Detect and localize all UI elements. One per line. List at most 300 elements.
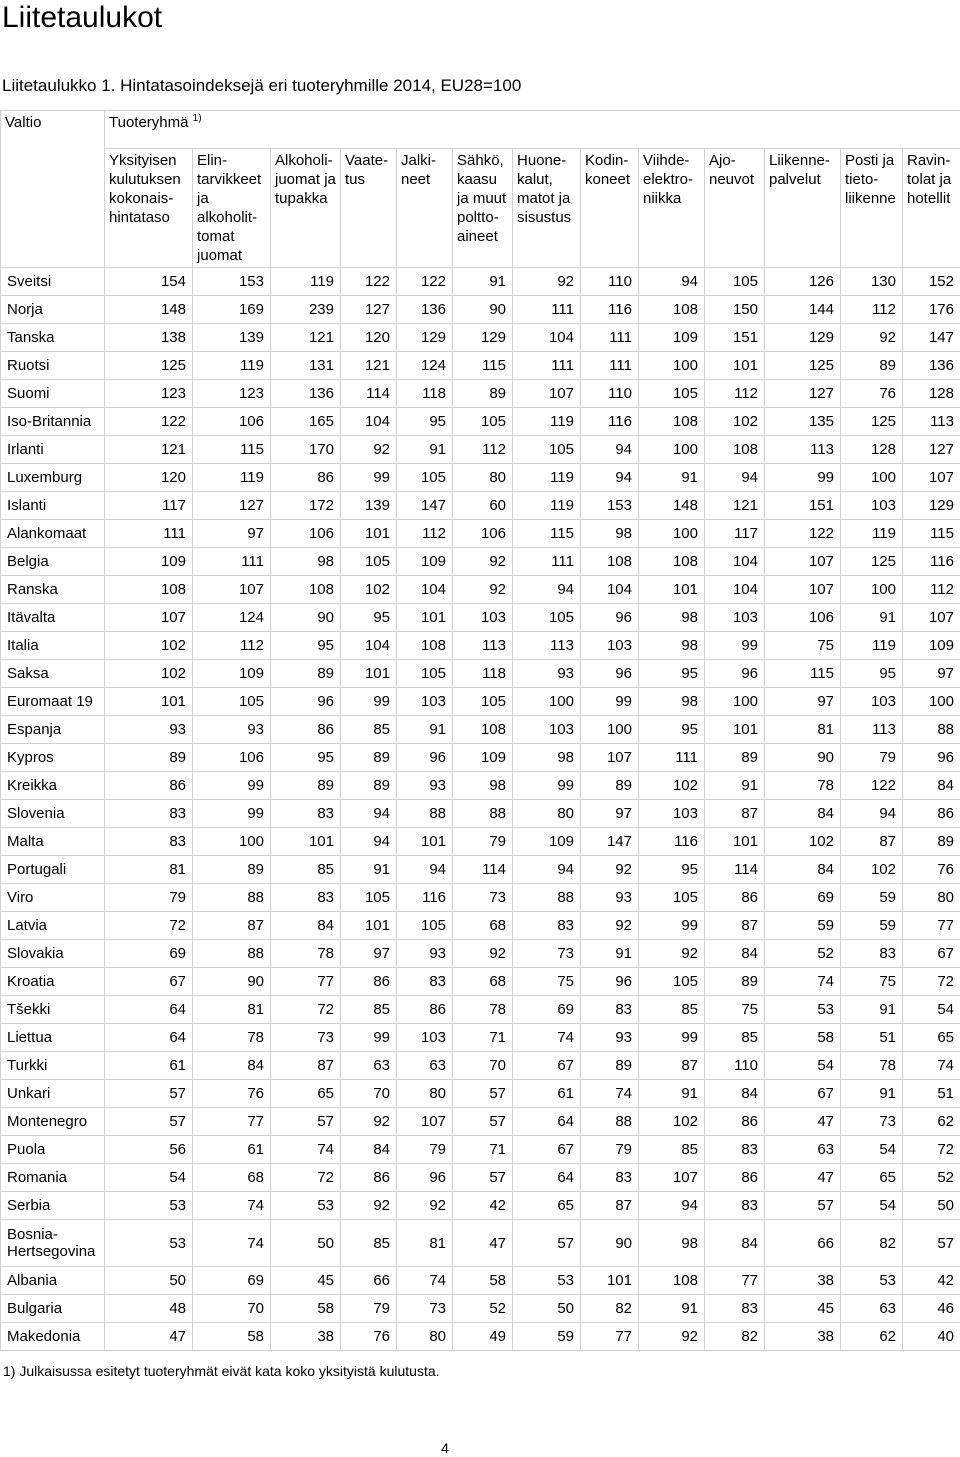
value-cell: 51 bbox=[903, 1080, 960, 1108]
table-row bbox=[1, 772, 960, 800]
country-cell: Viro bbox=[1, 884, 105, 912]
value-cell: 112 bbox=[705, 380, 765, 408]
value-cell: 82 bbox=[581, 1295, 639, 1323]
value-cell: 74 bbox=[765, 968, 841, 996]
column-header: Vaate-tus bbox=[341, 149, 397, 268]
value-cell: 108 bbox=[453, 716, 513, 744]
value-cell: 136 bbox=[271, 380, 341, 408]
value-cell: 47 bbox=[765, 1108, 841, 1136]
value-cell: 100 bbox=[513, 688, 581, 716]
value-cell: 148 bbox=[105, 296, 193, 324]
value-cell: 109 bbox=[105, 548, 193, 576]
value-cell: 93 bbox=[193, 716, 271, 744]
value-cell: 83 bbox=[581, 1164, 639, 1192]
value-cell: 54 bbox=[903, 996, 960, 1024]
value-cell: 107 bbox=[105, 604, 193, 632]
value-cell: 94 bbox=[639, 1192, 705, 1220]
value-cell: 104 bbox=[397, 576, 453, 604]
value-cell: 127 bbox=[903, 436, 960, 464]
value-cell: 88 bbox=[397, 800, 453, 828]
table-row bbox=[1, 1323, 960, 1351]
value-cell: 58 bbox=[765, 1024, 841, 1052]
value-cell: 111 bbox=[639, 744, 705, 772]
value-cell: 69 bbox=[193, 1267, 271, 1295]
value-cell: 65 bbox=[513, 1192, 581, 1220]
value-cell: 112 bbox=[453, 436, 513, 464]
value-cell: 84 bbox=[903, 772, 960, 800]
value-cell: 98 bbox=[453, 772, 513, 800]
value-cell: 77 bbox=[193, 1108, 271, 1136]
value-cell: 101 bbox=[705, 352, 765, 380]
value-cell: 58 bbox=[453, 1267, 513, 1295]
value-cell: 119 bbox=[193, 352, 271, 380]
value-cell: 100 bbox=[841, 576, 903, 604]
value-cell: 94 bbox=[705, 464, 765, 492]
value-cell: 101 bbox=[105, 688, 193, 716]
table-row bbox=[1, 744, 960, 772]
value-cell: 91 bbox=[841, 996, 903, 1024]
value-cell: 129 bbox=[765, 324, 841, 352]
value-cell: 57 bbox=[453, 1164, 513, 1192]
value-cell: 83 bbox=[105, 828, 193, 856]
value-cell: 70 bbox=[193, 1295, 271, 1323]
value-cell: 93 bbox=[581, 884, 639, 912]
value-cell: 101 bbox=[271, 828, 341, 856]
value-cell: 96 bbox=[397, 1164, 453, 1192]
value-cell: 139 bbox=[193, 324, 271, 352]
value-cell: 71 bbox=[453, 1024, 513, 1052]
value-cell: 98 bbox=[639, 604, 705, 632]
value-cell: 107 bbox=[513, 380, 581, 408]
value-cell: 106 bbox=[765, 604, 841, 632]
value-cell: 76 bbox=[193, 1080, 271, 1108]
value-cell: 83 bbox=[705, 1295, 765, 1323]
value-cell: 84 bbox=[705, 1080, 765, 1108]
value-cell: 121 bbox=[271, 324, 341, 352]
value-cell: 103 bbox=[841, 492, 903, 520]
value-cell: 61 bbox=[105, 1052, 193, 1080]
value-cell: 96 bbox=[397, 744, 453, 772]
value-cell: 63 bbox=[841, 1295, 903, 1323]
value-cell: 151 bbox=[705, 324, 765, 352]
value-cell: 109 bbox=[397, 548, 453, 576]
value-cell: 85 bbox=[639, 1136, 705, 1164]
value-cell: 79 bbox=[841, 744, 903, 772]
value-cell: 128 bbox=[841, 436, 903, 464]
value-cell: 89 bbox=[581, 1052, 639, 1080]
value-cell: 73 bbox=[841, 1108, 903, 1136]
value-cell: 79 bbox=[397, 1136, 453, 1164]
table-title: Liitetaulukko 1. Hintatasoindeksejä eri tuoteryhmille 2014, EU28=100 bbox=[2, 76, 522, 95]
value-cell: 91 bbox=[639, 1080, 705, 1108]
table-row bbox=[1, 1164, 960, 1192]
value-cell: 83 bbox=[105, 800, 193, 828]
value-cell: 153 bbox=[581, 492, 639, 520]
value-cell: 101 bbox=[341, 912, 397, 940]
table-row bbox=[1, 436, 960, 464]
value-cell: 105 bbox=[341, 884, 397, 912]
value-cell: 105 bbox=[639, 380, 705, 408]
table-row bbox=[1, 716, 960, 744]
value-cell: 63 bbox=[765, 1136, 841, 1164]
country-cell: Slovakia bbox=[1, 940, 105, 968]
value-cell: 119 bbox=[513, 464, 581, 492]
value-cell: 87 bbox=[841, 828, 903, 856]
value-cell: 53 bbox=[271, 1192, 341, 1220]
value-cell: 170 bbox=[271, 436, 341, 464]
value-cell: 92 bbox=[513, 268, 581, 296]
value-cell: 98 bbox=[639, 688, 705, 716]
value-cell: 83 bbox=[841, 940, 903, 968]
value-cell: 94 bbox=[581, 464, 639, 492]
country-cell: Latvia bbox=[1, 912, 105, 940]
value-cell: 129 bbox=[453, 324, 513, 352]
value-cell: 100 bbox=[841, 464, 903, 492]
value-cell: 172 bbox=[271, 492, 341, 520]
value-cell: 108 bbox=[639, 408, 705, 436]
value-cell: 79 bbox=[105, 884, 193, 912]
table-row bbox=[1, 1080, 960, 1108]
table-row bbox=[1, 884, 960, 912]
country-cell: Kypros bbox=[1, 744, 105, 772]
value-cell: 70 bbox=[453, 1052, 513, 1080]
column-header: Elin-tarvikkeet ja alkoholit-tomat juomat bbox=[193, 149, 271, 268]
country-cell: Bulgaria bbox=[1, 1295, 105, 1323]
value-cell: 101 bbox=[639, 576, 705, 604]
value-cell: 78 bbox=[271, 940, 341, 968]
value-cell: 49 bbox=[453, 1323, 513, 1351]
value-cell: 105 bbox=[705, 268, 765, 296]
value-cell: 107 bbox=[903, 604, 960, 632]
value-cell: 78 bbox=[841, 1052, 903, 1080]
value-cell: 93 bbox=[397, 940, 453, 968]
value-cell: 92 bbox=[453, 940, 513, 968]
value-cell: 88 bbox=[513, 884, 581, 912]
value-cell: 73 bbox=[397, 1295, 453, 1323]
value-cell: 94 bbox=[513, 856, 581, 884]
value-cell: 105 bbox=[639, 884, 705, 912]
value-cell: 57 bbox=[453, 1108, 513, 1136]
value-cell: 122 bbox=[105, 408, 193, 436]
value-cell: 91 bbox=[397, 436, 453, 464]
value-cell: 101 bbox=[341, 520, 397, 548]
column-header: Viihde-elektro-niikka bbox=[639, 149, 705, 268]
value-cell: 48 bbox=[105, 1295, 193, 1323]
value-cell: 110 bbox=[705, 1052, 765, 1080]
value-cell: 84 bbox=[341, 1136, 397, 1164]
value-cell: 89 bbox=[841, 352, 903, 380]
value-cell: 90 bbox=[193, 968, 271, 996]
value-cell: 130 bbox=[841, 268, 903, 296]
value-cell: 176 bbox=[903, 296, 960, 324]
value-cell: 66 bbox=[341, 1267, 397, 1295]
table-row bbox=[1, 268, 960, 296]
value-cell: 114 bbox=[453, 856, 513, 884]
value-cell: 123 bbox=[193, 380, 271, 408]
value-cell: 65 bbox=[841, 1164, 903, 1192]
value-cell: 91 bbox=[841, 1080, 903, 1108]
value-cell: 52 bbox=[903, 1164, 960, 1192]
value-cell: 94 bbox=[341, 828, 397, 856]
table-row bbox=[1, 912, 960, 940]
value-cell: 105 bbox=[453, 688, 513, 716]
table-row bbox=[1, 604, 960, 632]
country-cell: Slovenia bbox=[1, 800, 105, 828]
value-cell: 83 bbox=[705, 1136, 765, 1164]
value-cell: 86 bbox=[105, 772, 193, 800]
value-cell: 113 bbox=[513, 632, 581, 660]
column-header: Jalki-neet bbox=[397, 149, 453, 268]
value-cell: 122 bbox=[397, 268, 453, 296]
value-cell: 136 bbox=[397, 296, 453, 324]
value-cell: 88 bbox=[453, 800, 513, 828]
country-cell: Euromaat 19 bbox=[1, 688, 105, 716]
value-cell: 81 bbox=[397, 1220, 453, 1267]
value-cell: 50 bbox=[513, 1295, 581, 1323]
value-cell: 57 bbox=[903, 1220, 960, 1267]
table-row bbox=[1, 1024, 960, 1052]
value-cell: 92 bbox=[341, 1192, 397, 1220]
value-cell: 103 bbox=[453, 604, 513, 632]
value-cell: 169 bbox=[193, 296, 271, 324]
value-cell: 95 bbox=[397, 408, 453, 436]
value-cell: 62 bbox=[841, 1323, 903, 1351]
value-cell: 68 bbox=[453, 912, 513, 940]
value-cell: 70 bbox=[341, 1080, 397, 1108]
value-cell: 63 bbox=[341, 1052, 397, 1080]
value-cell: 53 bbox=[105, 1220, 193, 1267]
value-cell: 100 bbox=[639, 436, 705, 464]
value-cell: 94 bbox=[639, 268, 705, 296]
value-cell: 53 bbox=[513, 1267, 581, 1295]
product-group-header: Tuoteryhmä $^{1)}$ bbox=[105, 111, 960, 149]
value-cell: 84 bbox=[765, 856, 841, 884]
value-cell: 99 bbox=[341, 688, 397, 716]
country-cell: Puola bbox=[1, 1136, 105, 1164]
value-cell: 116 bbox=[581, 408, 639, 436]
value-cell: 107 bbox=[639, 1164, 705, 1192]
table-row bbox=[1, 800, 960, 828]
value-cell: 86 bbox=[341, 968, 397, 996]
value-cell: 57 bbox=[105, 1108, 193, 1136]
country-cell: Espanja bbox=[1, 716, 105, 744]
value-cell: 107 bbox=[193, 576, 271, 604]
value-cell: 114 bbox=[705, 856, 765, 884]
value-cell: 95 bbox=[271, 744, 341, 772]
value-cell: 105 bbox=[341, 548, 397, 576]
value-cell: 79 bbox=[341, 1295, 397, 1323]
value-cell: 239 bbox=[271, 296, 341, 324]
value-cell: 54 bbox=[765, 1052, 841, 1080]
country-cell: Albania bbox=[1, 1267, 105, 1295]
country-cell: Ruotsi bbox=[1, 352, 105, 380]
value-cell: 89 bbox=[193, 856, 271, 884]
value-cell: 129 bbox=[397, 324, 453, 352]
value-cell: 87 bbox=[193, 912, 271, 940]
value-cell: 139 bbox=[341, 492, 397, 520]
value-cell: 121 bbox=[341, 352, 397, 380]
value-cell: 110 bbox=[581, 380, 639, 408]
page-number: 4 bbox=[441, 1440, 449, 1456]
table-row bbox=[1, 996, 960, 1024]
value-cell: 89 bbox=[581, 772, 639, 800]
value-cell: 89 bbox=[903, 828, 960, 856]
value-cell: 83 bbox=[513, 912, 581, 940]
table-row bbox=[1, 1108, 960, 1136]
value-cell: 103 bbox=[397, 1024, 453, 1052]
value-cell: 101 bbox=[341, 660, 397, 688]
value-cell: 57 bbox=[271, 1108, 341, 1136]
country-cell: Romania bbox=[1, 1164, 105, 1192]
value-cell: 100 bbox=[705, 688, 765, 716]
value-cell: 62 bbox=[903, 1108, 960, 1136]
value-cell: 104 bbox=[581, 576, 639, 604]
value-cell: 97 bbox=[765, 688, 841, 716]
value-cell: 92 bbox=[453, 576, 513, 604]
value-cell: 96 bbox=[581, 968, 639, 996]
value-cell: 153 bbox=[193, 268, 271, 296]
column-header: Liikenne-palvelut bbox=[765, 149, 841, 268]
value-cell: 102 bbox=[765, 828, 841, 856]
value-cell: 64 bbox=[105, 996, 193, 1024]
value-cell: 99 bbox=[341, 464, 397, 492]
column-header: Alkoholi-juomat ja tupakka bbox=[271, 149, 341, 268]
value-cell: 101 bbox=[581, 1267, 639, 1295]
country-cell: Unkari bbox=[1, 1080, 105, 1108]
column-header: Ravin-tolat ja hotellit bbox=[903, 149, 960, 268]
table-row bbox=[1, 632, 960, 660]
value-cell: 72 bbox=[105, 912, 193, 940]
value-cell: 165 bbox=[271, 408, 341, 436]
value-cell: 67 bbox=[105, 968, 193, 996]
value-cell: 58 bbox=[193, 1323, 271, 1351]
value-cell: 57 bbox=[513, 1220, 581, 1267]
value-cell: 96 bbox=[581, 604, 639, 632]
value-cell: 64 bbox=[513, 1164, 581, 1192]
value-cell: 91 bbox=[705, 772, 765, 800]
column-header-row bbox=[1, 149, 960, 268]
value-cell: 99 bbox=[581, 688, 639, 716]
value-cell: 80 bbox=[453, 464, 513, 492]
value-cell: 92 bbox=[581, 856, 639, 884]
value-cell: 86 bbox=[271, 464, 341, 492]
value-cell: 91 bbox=[581, 940, 639, 968]
table-row bbox=[1, 324, 960, 352]
value-cell: 100 bbox=[581, 716, 639, 744]
value-cell: 40 bbox=[903, 1323, 960, 1351]
value-cell: 112 bbox=[841, 296, 903, 324]
value-cell: 99 bbox=[639, 912, 705, 940]
table-group-header-row bbox=[1, 111, 960, 149]
value-cell: 50 bbox=[903, 1192, 960, 1220]
country-cell: Ranska bbox=[1, 576, 105, 604]
value-cell: 147 bbox=[903, 324, 960, 352]
value-cell: 103 bbox=[705, 604, 765, 632]
value-cell: 118 bbox=[453, 660, 513, 688]
value-cell: 69 bbox=[105, 940, 193, 968]
value-cell: 122 bbox=[765, 520, 841, 548]
country-cell: Italia bbox=[1, 632, 105, 660]
value-cell: 59 bbox=[513, 1323, 581, 1351]
value-cell: 111 bbox=[193, 548, 271, 576]
value-cell: 92 bbox=[397, 1192, 453, 1220]
value-cell: 117 bbox=[705, 520, 765, 548]
value-cell: 101 bbox=[397, 604, 453, 632]
value-cell: 119 bbox=[193, 464, 271, 492]
value-cell: 108 bbox=[705, 436, 765, 464]
value-cell: 105 bbox=[639, 968, 705, 996]
value-cell: 96 bbox=[705, 660, 765, 688]
value-cell: 96 bbox=[903, 744, 960, 772]
table-row bbox=[1, 548, 960, 576]
value-cell: 81 bbox=[193, 996, 271, 1024]
value-cell: 100 bbox=[193, 828, 271, 856]
value-cell: 63 bbox=[397, 1052, 453, 1080]
value-cell: 88 bbox=[903, 716, 960, 744]
value-cell: 38 bbox=[765, 1323, 841, 1351]
value-cell: 99 bbox=[193, 772, 271, 800]
value-cell: 89 bbox=[705, 968, 765, 996]
value-cell: 59 bbox=[765, 912, 841, 940]
value-cell: 120 bbox=[105, 464, 193, 492]
value-cell: 86 bbox=[903, 800, 960, 828]
value-cell: 111 bbox=[513, 548, 581, 576]
value-cell: 119 bbox=[841, 632, 903, 660]
value-cell: 56 bbox=[105, 1136, 193, 1164]
value-cell: 82 bbox=[841, 1220, 903, 1267]
value-cell: 75 bbox=[765, 632, 841, 660]
value-cell: 97 bbox=[341, 940, 397, 968]
value-cell: 109 bbox=[639, 324, 705, 352]
value-cell: 102 bbox=[105, 632, 193, 660]
table-body bbox=[1, 268, 960, 1351]
value-cell: 94 bbox=[841, 800, 903, 828]
value-cell: 93 bbox=[105, 716, 193, 744]
value-cell: 89 bbox=[271, 772, 341, 800]
value-cell: 73 bbox=[271, 1024, 341, 1052]
column-header: Kodin-koneet bbox=[581, 149, 639, 268]
value-cell: 107 bbox=[765, 548, 841, 576]
value-cell: 105 bbox=[513, 436, 581, 464]
value-cell: 108 bbox=[639, 548, 705, 576]
table-row bbox=[1, 968, 960, 996]
table-row bbox=[1, 660, 960, 688]
value-cell: 125 bbox=[841, 408, 903, 436]
value-cell: 76 bbox=[841, 380, 903, 408]
value-cell: 116 bbox=[639, 828, 705, 856]
value-cell: 42 bbox=[453, 1192, 513, 1220]
value-cell: 60 bbox=[453, 492, 513, 520]
value-cell: 75 bbox=[513, 968, 581, 996]
value-cell: 106 bbox=[193, 744, 271, 772]
value-cell: 89 bbox=[341, 772, 397, 800]
value-cell: 78 bbox=[765, 772, 841, 800]
value-cell: 107 bbox=[765, 576, 841, 604]
value-cell: 127 bbox=[193, 492, 271, 520]
value-cell: 92 bbox=[841, 324, 903, 352]
value-cell: 116 bbox=[397, 884, 453, 912]
value-cell: 86 bbox=[341, 1164, 397, 1192]
value-cell: 90 bbox=[453, 296, 513, 324]
value-cell: 99 bbox=[193, 800, 271, 828]
value-cell: 119 bbox=[513, 492, 581, 520]
value-cell: 100 bbox=[639, 520, 705, 548]
country-cell: Alankomaat bbox=[1, 520, 105, 548]
value-cell: 54 bbox=[841, 1192, 903, 1220]
value-cell: 45 bbox=[765, 1295, 841, 1323]
value-cell: 112 bbox=[397, 520, 453, 548]
value-cell: 80 bbox=[513, 800, 581, 828]
